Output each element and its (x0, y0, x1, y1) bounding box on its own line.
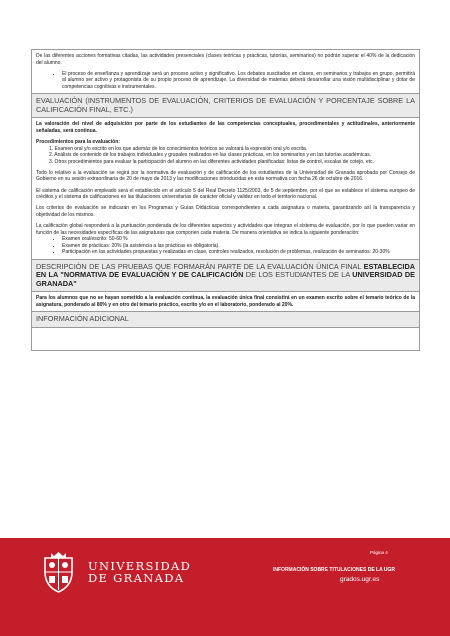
eval-paragraph-1: La valoración del nivel de adquisición por parte de los estudiantes de las competencias conceptuales, procedimentales y actitudinales, anteriormente señaladas, será continua. (36, 121, 415, 134)
footer-band (0, 538, 450, 636)
page-number: Página 4 (370, 550, 388, 555)
intro-list (36, 71, 415, 91)
weights-list (36, 236, 415, 256)
weight-item: • Participación en las actividades propuestas y realizadas en clase, controles realizados, resolución de problemas, realización de seminarios: 20-30% (62, 249, 415, 256)
intro-bullet: • El proceso de enseñanza y aprendizaje será un proceso activo y significativo. Los debates suscitados en clases, en seminarios y trabajos en grupo, permitirá al alumno ser activo y protagonista de su propio proceso de aprendizaje. La diversidad de materias deberá desarrollar una visión multidisciplinar y dotar de competencias cognitivas e instrumentales. (62, 71, 415, 91)
procedure-step: 2. Análisis de contenido de los trabajos individuales y grupales realizados en las clases prácticas, en los seminarios y en las tutorías académicas. (49, 152, 372, 159)
unica-title-part: DESCRIPCIÓN DE LAS PRUEBAS QUE FORMARÁN PARTE DE LA EVALUACIÓN ÚNICA FINAL (36, 261, 364, 271)
adicional-cell (32, 328, 419, 350)
eval-paragraph-4: Los criterios de evaluación se indicarán en los Programas y Guías Didácticas correspondientes a cada asignatura o materia, garantizando así la transparencia y objetividad de los mismos. (36, 205, 415, 218)
weight-item: • Examen de prácticas: 20% (la asistencia a las prácticas es obligatoria). (62, 243, 415, 250)
evaluacion-unica-cell (32, 292, 419, 312)
evaluacion-cell (32, 118, 419, 260)
procedure-step: 1. Examen oral y/o escrito en los que además de los conocimientos teóricos se valorará la expresión oral y/o escrita. (49, 145, 308, 152)
eval-paragraph-3: El sistema de calificación empleado será el establecido en el artículo 5 del Real Decreto 1125/2003, de 5 de septiembre, por el que se establece el sistema europeo de créditos y el sistema de calificaciones en las titulaciones universitarias de carácter oficial y validez en todo el territorio nacional. (36, 187, 415, 201)
footer-info: INFORMACIÓN SOBRE TITULACIONES DE LA UGR (273, 567, 396, 573)
evaluacion-unica-header (32, 260, 419, 292)
eval-paragraph-2: Todo lo relativo a la evaluación se regirá por la normativa de evaluación y de calificación de los estudiantes de la Universidad de Granada aprobada por Consejo de Gobierno en su sesión extraordinaria de 20 de mayo de 2013 y las modificaciones introducidas en esta normativa con fecha 26 de octubre de 2016. (36, 169, 415, 183)
unica-title-bold: ESTABLECIDA EN LA "NORMATIVA DE EVALUACIÓN Y DE CALIFICACIÓN (36, 261, 415, 280)
adicional-header: INFORMACIÓN ADICIONAL (32, 312, 419, 327)
procedure-step: 3. Otros procedimientos para evaluar la participación del alumno en las diferentes actividades planificadas: listas de control, escalas de cotejo, etc. (49, 158, 374, 165)
university-name-line2: DE GRANADA (88, 571, 185, 585)
procedures-title: Procedimientos para la evaluación: (36, 138, 120, 145)
unica-title-bold: UNIVERSIDAD DE GRANADA" (36, 270, 415, 288)
footer-website: grados.ugr.es (340, 576, 380, 583)
unica-text: Para los alumnos que no se hayan sometido a la evaluación continua, la evaluación única final consistirá en un examen escrito sobre el temario teórico de la asignatura, ponderado al 80% y en otro del temario práctico, escrito y/o en el laboratorio, ponderado al 20%. (36, 295, 415, 308)
evaluacion-header: EVALUACIÓN (INSTRUMENTOS DE EVALUACIÓN, CRITERIOS DE EVALUACIÓN Y PORCENTAJE SOBRE LA CALIFICACIÓN FINAL, ETC.) (32, 94, 419, 118)
intro-text: De las diferentes acciones formativas citadas, las actividades presenciales (clases teóricas y prácticas, tutorías, seminarios) no podrán superar el 40% de la dedicación del alumno. (36, 53, 415, 66)
procedures-block (36, 139, 415, 165)
university-name-line1: UNIVERSIDAD (88, 559, 192, 573)
procedures-list (36, 146, 415, 166)
university-crest-icon (39, 550, 78, 594)
eval-paragraph-5: La calificación global responderá a la puntuación ponderada de los diferentes aspectos y actividades que integran el sistema de evaluación, por lo que pueden variar en función de las necesidades específicas de las asignaturas que componen cada materia. De manera orientativa se indica la siguiente ponderación: (36, 222, 415, 236)
intro-cell (32, 50, 419, 94)
weight-item: • Examen oral/escrito: 50-60 % (62, 236, 415, 243)
unica-title-part: DE LOS ESTUDIANTES DE LA (243, 270, 353, 280)
guide-table (31, 49, 420, 351)
